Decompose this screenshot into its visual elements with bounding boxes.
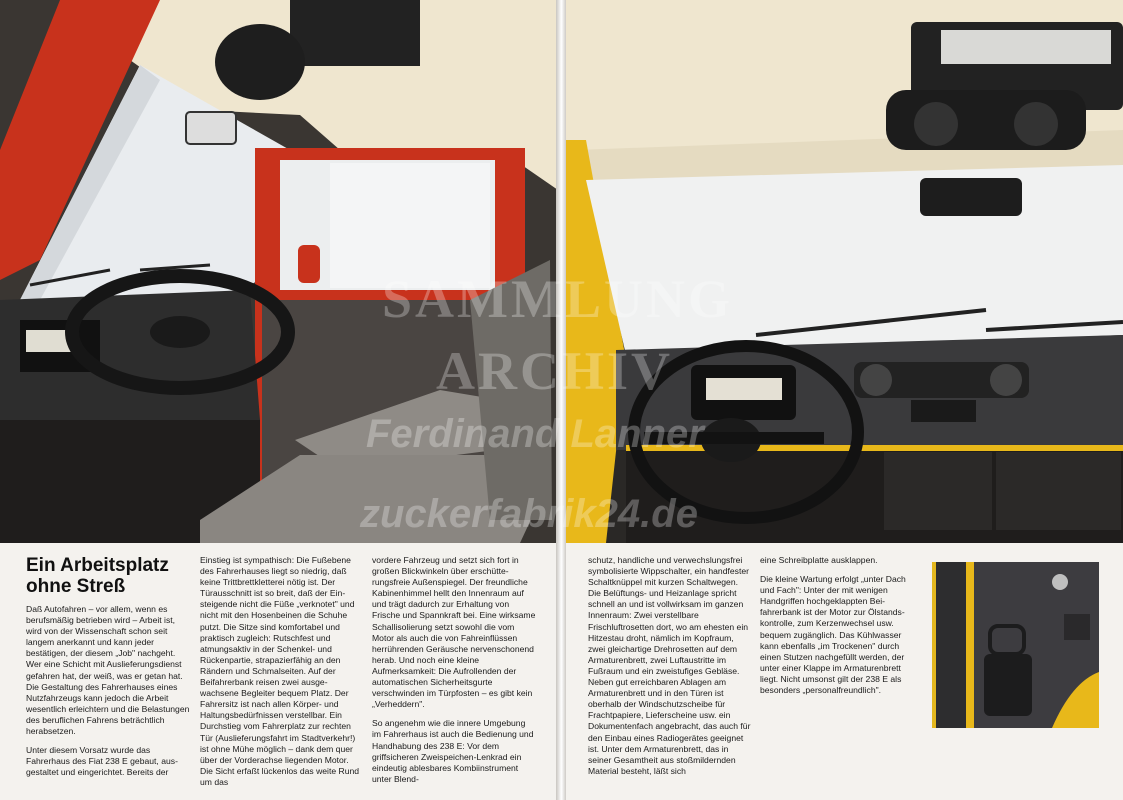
watermark-line-2: ARCHIV: [436, 341, 674, 401]
paragraph: So angenehm wie die innere Umgebung im Fahrerhaus ist auch die Bedienung und Handhabung des 238 E: Vor dem griffsicheren Zweispeichen-Lenkrad ein eindeutig ablesbares Kombiinstrument unter Blend-: [372, 718, 534, 784]
text-column-5: [760, 555, 920, 704]
left-page: [0, 0, 558, 800]
text-column-3: [372, 555, 536, 793]
paragraph: Einstieg ist sympathisch: Die Fußebene des Fahrerhauses liegt so niedrig, daß keine Trittbrettkletterei nötig ist. Der Türausschnitt ist so breit, daß der Einsteigende nicht die Füße „verknotet" und nicht mit den Hosenbeinen die Schuhe putzt. Die Sitze sind komfortabel und praktisch zugleich: Rutschfest und atmungsaktiv in der Schenkel- und Rückenpartie, strapazierfähig an den Rändern und Schmalseiten. Auf der Beifahrerbank reisen zwei ausgewachsene Begleiter bequem Platz. Der Fahrersitz ist nach allen Körper- und Haltungsbedürfnissen verstellbar. Ein Durchstieg vom Fahrerplatz zur rechten Tür (Auslieferungsfahrt im Stadtverkehr!) ist ohne Mühe möglich – dank dem quer über der Vorderachse liegenden Motor. Die Sicht erfaßt lückenlos das weite Rund um das: [200, 555, 360, 787]
photo-dashboard-right: [566, 0, 1123, 543]
text-column-4: [588, 555, 752, 785]
paragraph: vordere Fahrzeug und setzt sich fort in großen Blickwinkeln über erschütterungsfreie Außenspiegel. Der freundliche Kabinenhimmel hellt den Innenraum auf und trägt dadurch zur Erhaltung von Frische und Spannkraft bei. Eine wirksame Schallisolierung setzt sowohl die vom Motor als auch die von Fahreinflüssen herrührenden Geräusche nervenschonend herab. Und noch eine kleine Aufmerksamkeit: Die Aufrollenden der automatischen Sicherheitsgurte verschwinden im Türpfosten – es gibt kein „Verheddern".: [372, 555, 536, 710]
paragraph: Unter diesem Vorsatz wurde das Fahrerhaus des Fiat 238 E gebaut, ausgestaltet und eingerichtet. Bereits der: [26, 745, 178, 778]
headline-line-2: ohne Streß: [26, 576, 126, 597]
paragraph: eine Schreibplatte ausklappen.: [760, 555, 878, 565]
paragraph: Daß Autofahren – vor allem, wenn es berufsmäßig betrieben wird – Arbeit ist, wird von der Wissenschaft schon seit langem anerkannt und kann jeder bestätigen, der diesem „Job" nachgeht. Wer eine Schicht mit Auslieferungsdienst gefahren hat, der weiß, was er getan hat. Die Gestaltung des Fahrerhauses eines Nutzfahrzeugs kann jedoch die Arbeit wesentlich erleichtern und die Belastungen des beruflichen Fahrens beträchtlich herabsetzen.: [26, 604, 190, 737]
watermark-line-4: zuckerfabrik24.de: [360, 492, 698, 536]
text-column-2: [200, 555, 360, 796]
headline-line-1: Ein Arbeitsplatz: [26, 555, 169, 576]
inset-photo-door-pocket: [932, 562, 1099, 728]
paragraph: Die kleine Wartung erfolgt „unter Dach und Fach": Unter der mit wenigen Handgriffen hochgeklappten Beifahrerbank ist der Motor zur Ölstandskontrolle, zum Kerzenwechsel usw. bequem zugänglich. Das Kühlwasser kann ebenfalls „im Trockenen" durch einen Stutzen nachgefüllt werden, der unter einer Klappe im Armaturenbrett liegt. Nicht umsonst gilt der 238 E als besonders „personalfreundlich".: [760, 574, 906, 696]
paragraph: schutz, handliche und verwechslungsfrei symbolisierte Wippschalter, ein handfester Schaltknüppel mit kurzen Schaltwegen. Die Belüftungs- und Heizanlage spricht schnell an und ist vollwirksam im ganzen Innenraum: Zwei verstellbare Frischluftrosetten dort, wo am ehesten ein Hitzestau droht, nämlich im Kopfraum, zwei gleichartige Drehrosetten auf dem Armaturenbrett, zwei Luftaustritte im Fußraum und ein zweistufiges Gebläse. Neben gut erreichbaren Ablagen am Armaturenbrett und in den Türen ist oberhalb der Windschutzscheibe für Frachtpapiere, Lieferscheine usw. ein Dokumentenfach angebracht, das auch für den Einbau eines Radiogerätes geeignet ist. Unter dem Armaturenbrett, das in seiner Gesamtheit aus stoßmildernden Material besteht, läßt sich: [588, 555, 751, 776]
photo-cab-interior-left: [0, 0, 558, 543]
watermark-line-1: SAMMLUNG: [382, 269, 733, 329]
page-headline: [26, 555, 206, 597]
watermark-line-3: Ferdinand Lanner: [366, 412, 704, 456]
right-page: [566, 0, 1123, 800]
text-column-1: [26, 604, 190, 786]
